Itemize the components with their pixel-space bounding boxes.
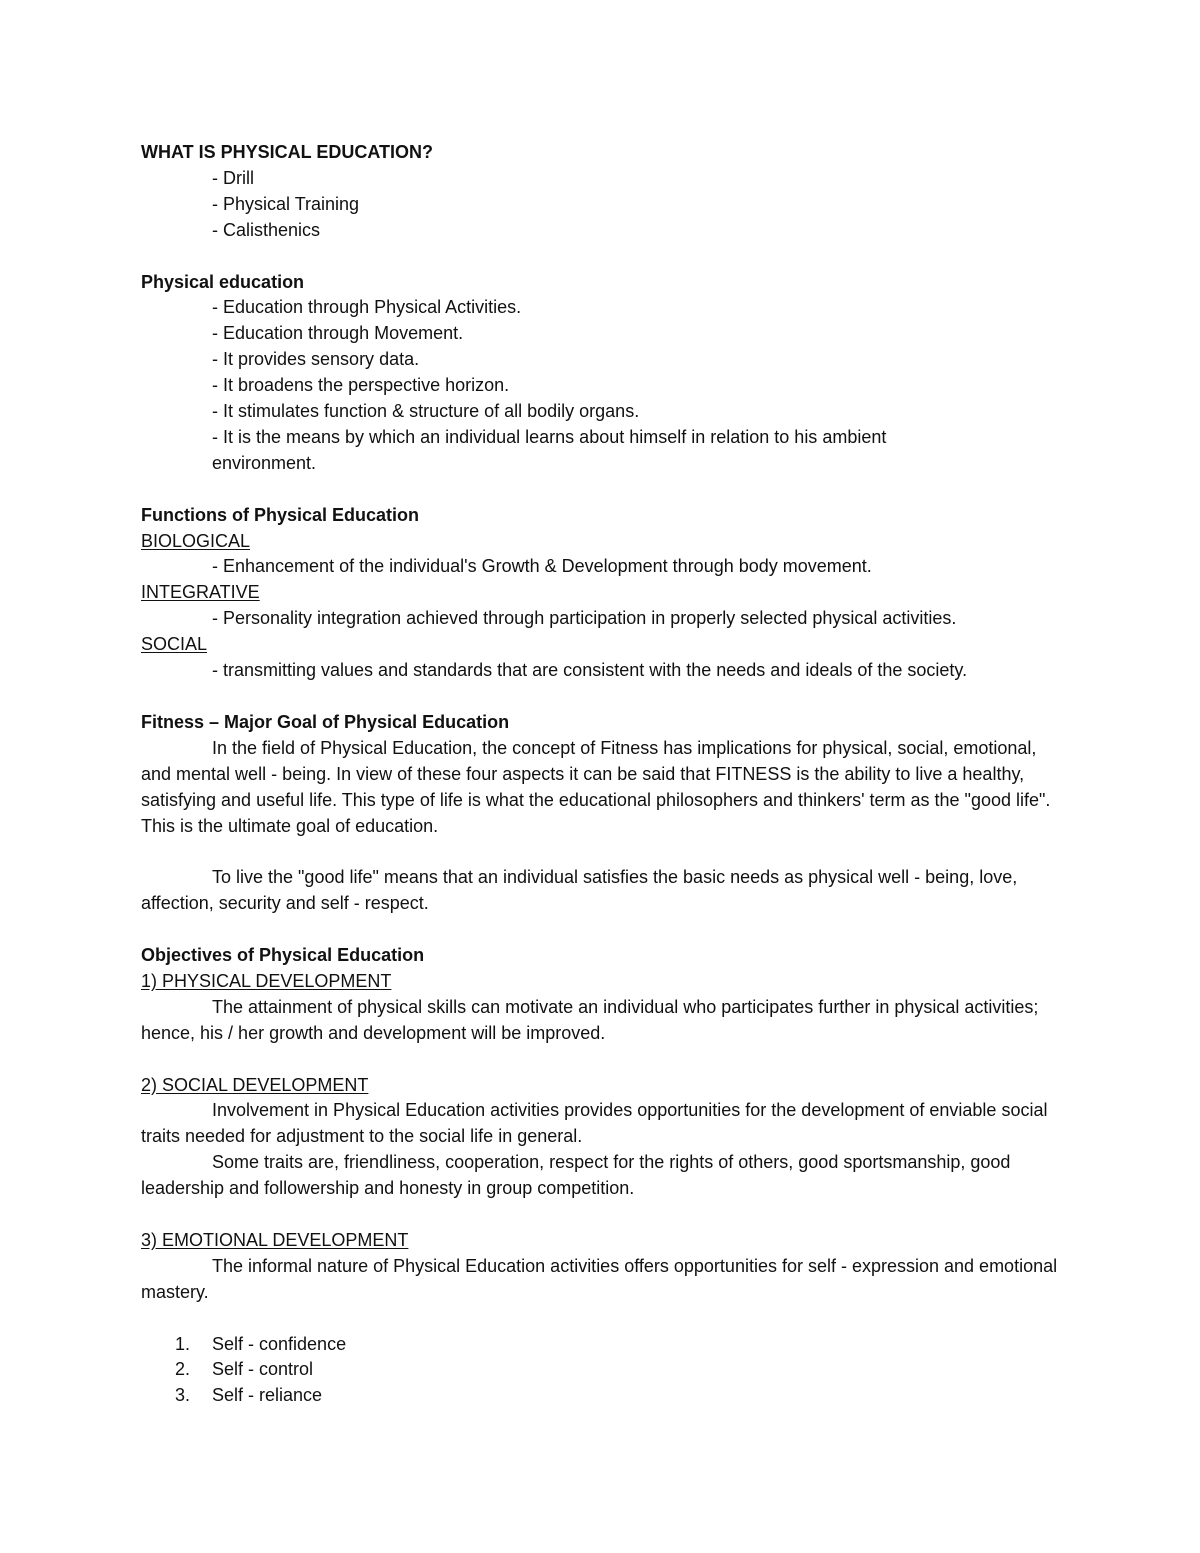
function-label-biological: BIOLOGICAL (141, 530, 251, 551)
objective-paragraph: Involvement in Physical Education activities provides opportunities for the development of enviable social traits needed for adjustment to the social life in general. (141, 1100, 1048, 1147)
list-item: - Education through Movement. (212, 323, 464, 344)
objective-label-social: 2) SOCIAL DEVELOPMENT (141, 1074, 369, 1095)
list-item: - It stimulates function & structure of all bodily organs. (212, 401, 640, 422)
document-content (141, 140, 1061, 1409)
function-label-integrative: INTEGRATIVE (141, 582, 260, 603)
objective-paragraph: The informal nature of Physical Education activities offers opportunities for self - expression and emotional mastery. (141, 1255, 1058, 1302)
list-item: - Calisthenics (212, 219, 321, 240)
fitness-paragraph: In the field of Physical Education, the concept of Fitness has implications for physical, social, emotional, and mental well - being. In view of these four aspects it can be said that FITNESS is the ability to live a healthy, satisfying and useful life. This type of life is what the educational philosophers and thinkers' term as the "good life". This is the ultimate goal of education. (141, 737, 1051, 836)
heading-what-is-pe: WHAT IS PHYSICAL EDUCATION? (141, 142, 433, 162)
list-number: 2. (175, 1359, 191, 1380)
numbered-list-item (175, 1332, 1061, 1358)
list-item-continuation: environment. (212, 452, 317, 473)
numbered-list-item (175, 1383, 1061, 1409)
heading-functions: Functions of Physical Education (141, 504, 420, 525)
list-item: - Education through Physical Activities. (212, 297, 522, 318)
heading-fitness: Fitness – Major Goal of Physical Education (141, 711, 510, 732)
objective-label-physical: 1) PHYSICAL DEVELOPMENT (141, 970, 392, 991)
list-number: 1. (175, 1333, 191, 1354)
numbered-list (141, 1332, 1061, 1410)
list-item: - It is the means by which an individual learns about himself in relation to his ambient (212, 426, 887, 447)
numbered-list-item (175, 1357, 1061, 1383)
function-description: - transmitting values and standards that are consistent with the needs and ideals of the society. (212, 660, 968, 681)
heading-physical-education: Physical education (141, 271, 305, 292)
list-text: Self - reliance (212, 1385, 323, 1406)
function-description: - Enhancement of the individual's Growth & Development through body movement. (212, 556, 872, 577)
list-text: Self - control (212, 1359, 314, 1380)
objective-paragraph: Some traits are, friendliness, cooperation, respect for the rights of others, good sportsmanship, good leadership and followership and honesty in group competition. (141, 1152, 1011, 1199)
list-item: - It provides sensory data. (212, 349, 420, 370)
list-item: - Physical Training (212, 193, 360, 214)
function-description: - Personality integration achieved through participation in properly selected physical activities. (212, 608, 957, 629)
list-text: Self - confidence (212, 1333, 347, 1354)
objective-label-emotional: 3) EMOTIONAL DEVELOPMENT (141, 1229, 409, 1250)
heading-objectives: Objectives of Physical Education (141, 945, 425, 966)
function-label-social: SOCIAL (141, 634, 208, 655)
list-number: 3. (175, 1385, 191, 1406)
list-item: - Drill (212, 167, 254, 188)
list-item: - It broadens the perspective horizon. (212, 375, 510, 396)
good-life-paragraph: To live the "good life" means that an individual satisfies the basic needs as physical well - being, love, affection, security and self - respect. (141, 867, 1018, 914)
objective-paragraph: The attainment of physical skills can motivate an individual who participates further in physical activities; hence, his / her growth and development will be improved. (141, 996, 1039, 1043)
